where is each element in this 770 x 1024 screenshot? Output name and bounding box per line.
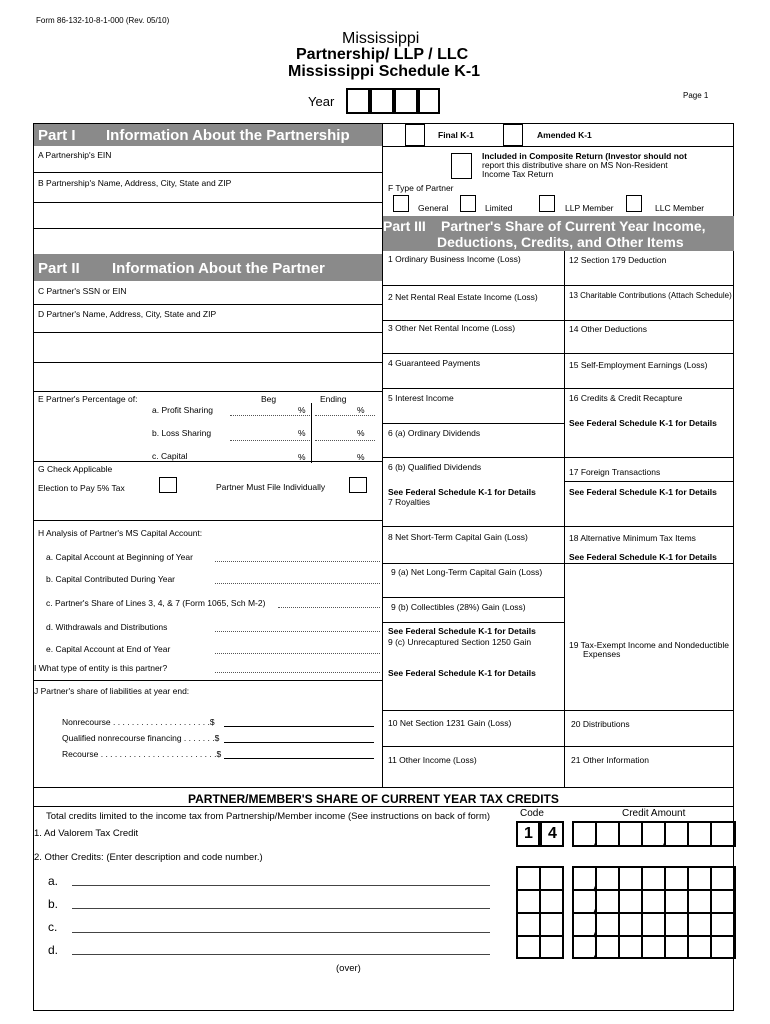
partner-name-label: D Partner's Name, Address, City, State and ZIP (38, 309, 217, 319)
see-federal-note: See Federal Schedule K-1 for Details (569, 552, 717, 562)
divider (34, 806, 733, 807)
amount-grid-lines (572, 866, 736, 959)
ad-valorem-amount-field[interactable] (572, 821, 736, 847)
must-file-label: Partner Must File Individually (216, 482, 326, 492)
entity-type-field[interactable] (215, 672, 380, 673)
composite-label-2: report this distributive share on MS Non-Resident (482, 160, 668, 170)
line-19-label: 19 Tax-Exempt Income and Nondeductible (569, 640, 730, 650)
credit-b-description-field[interactable] (72, 908, 490, 909)
capital-account-heading: H Analysis of Partner's MS Capital Account: (38, 528, 203, 538)
pct-sign: % (357, 428, 365, 438)
share-of-lines-field[interactable] (278, 607, 380, 608)
over-note: (over) (336, 963, 361, 974)
divider (382, 320, 733, 321)
capital-beginning-label: a. Capital Account at Beginning of Year (46, 552, 193, 562)
capital-beginning-field[interactable] (215, 561, 380, 562)
line-9a-label: 9 (a) Net Long-Term Capital Gain (Loss) (391, 567, 543, 577)
qualified-field[interactable] (224, 742, 374, 743)
liabilities-label: J Partner's share of liabilities at year end: (34, 686, 190, 696)
divider (382, 353, 733, 354)
nonrecourse-field[interactable] (224, 726, 374, 727)
other-credits-label: 2. Other Credits: (Enter description and code number.) (34, 852, 263, 863)
part3-title-2: Deductions, Credits, and Other Items (437, 234, 684, 250)
divider (382, 597, 564, 598)
partnership-ein-label: A Partnership's EIN (38, 150, 112, 160)
code-box[interactable]: 4 (540, 821, 564, 847)
must-file-checkbox[interactable] (349, 477, 367, 493)
year-label: Year (308, 94, 335, 109)
line-14-label: 14 Other Deductions (569, 324, 647, 334)
divider (382, 746, 733, 747)
form-subtitle: Mississippi Schedule K-1 (288, 63, 481, 80)
llc-member-label: LLC Member (655, 203, 705, 213)
profit-end-field[interactable] (315, 415, 375, 416)
credit-d-description-field[interactable] (72, 954, 490, 955)
part1-header (34, 124, 382, 146)
line-1-label: 1 Ordinary Business Income (Loss) (388, 254, 521, 264)
capital-label: c. Capital (152, 451, 188, 461)
divider (34, 680, 382, 681)
part3-label: Part III (383, 218, 426, 234)
divider (382, 146, 733, 147)
composite-label-3: Income Tax Return (482, 169, 554, 179)
credit-c-description-field[interactable] (72, 932, 490, 933)
line-17-label: 17 Foreign Transactions (569, 467, 661, 477)
ad-valorem-label: 1. Ad Valorem Tax Credit (34, 828, 139, 839)
line-9c-label: 9 (c) Unrecaptured Section 1250 Gain (388, 637, 532, 647)
credit-line-c-label: c. (48, 920, 58, 934)
other-credits-amount-grid[interactable] (572, 866, 736, 959)
final-k1-checkbox[interactable] (405, 124, 425, 146)
code-header: Code (520, 808, 544, 819)
divider (34, 304, 382, 305)
divider (34, 391, 382, 392)
amended-k1-checkbox[interactable] (503, 124, 523, 146)
credits-title: PARTNER/MEMBER'S SHARE OF CURRENT YEAR TAX CREDITS (188, 792, 559, 806)
part3-header (383, 216, 734, 251)
line-20-label: 20 Distributions (571, 719, 630, 729)
loss-end-field[interactable] (315, 440, 375, 441)
credit-a-description-field[interactable] (72, 885, 490, 886)
line-3-label: 3 Other Net Rental Income (Loss) (388, 323, 516, 333)
beg-label: Beg (261, 394, 277, 404)
partner-ssn-label: C Partner's SSN or EIN (38, 286, 127, 296)
nonrecourse-label: Nonrecourse . . . . . . . . . . . . . . . . . . . . .$ (62, 717, 215, 727)
divider (382, 526, 733, 527)
profit-beg-field[interactable] (230, 415, 310, 416)
see-federal-note: See Federal Schedule K-1 for Details (569, 418, 717, 428)
withdrawals-field[interactable] (215, 631, 380, 632)
line-2-label: 2 Net Rental Real Estate Income (Loss) (388, 292, 538, 302)
loss-sharing-label: b. Loss Sharing (152, 428, 212, 438)
ending-label: Ending (320, 394, 347, 404)
loss-beg-field[interactable] (230, 440, 310, 441)
amount-grid-lines (572, 821, 736, 847)
divider (34, 787, 733, 788)
line-12-label: 12 Section 179 Deduction (569, 255, 667, 265)
year-digit-box[interactable] (370, 88, 394, 114)
llp-member-label: LLP Member (565, 203, 614, 213)
llc-member-checkbox[interactable] (626, 195, 642, 212)
pct-sign: % (298, 405, 306, 415)
line-4-label: 4 Guaranteed Payments (388, 358, 481, 368)
composite-return-checkbox[interactable] (451, 153, 472, 179)
divider (34, 228, 382, 229)
divider (382, 622, 564, 623)
divider (382, 285, 733, 286)
partnership-name-label: B Partnership's Name, Address, City, State and ZIP (38, 178, 232, 188)
capital-contributed-field[interactable] (215, 583, 380, 584)
divider (382, 457, 733, 458)
partner-percentage-label: E Partner's Percentage of: (38, 394, 138, 404)
see-federal-note: See Federal Schedule K-1 for Details (388, 626, 536, 636)
part2-label: Part II (38, 260, 80, 277)
divider (382, 563, 733, 564)
line-16-label: 16 Credits & Credit Recapture (569, 393, 683, 403)
partner-type-label: F Type of Partner (388, 183, 454, 193)
line-5-label: 5 Interest Income (388, 393, 454, 403)
divider (382, 710, 733, 711)
profit-sharing-label: a. Profit Sharing (152, 405, 213, 415)
share-of-lines-label: c. Partner's Share of Lines 3, 4, & 7 (Form 1065, Sch M-2) (46, 598, 266, 608)
line-13-label: 13 Charitable Contributions (Attach Schedule) (569, 291, 732, 300)
line-6b-label: 6 (b) Qualified Dividends (388, 462, 482, 472)
divider (382, 388, 733, 389)
pct-sign: % (357, 405, 365, 415)
capital-end-field[interactable] (215, 653, 380, 654)
page-number: Page 1 (683, 91, 709, 100)
limited-checkbox[interactable] (460, 195, 476, 212)
composite-label-1: Included in Composite Return (Investor should not (482, 151, 687, 161)
divider (311, 403, 312, 463)
line-19-label-2: Expenses (583, 649, 621, 659)
credit-line-a-label: a. (48, 874, 59, 888)
state-name: Mississippi (342, 30, 420, 47)
general-checkbox[interactable] (393, 195, 409, 212)
election-checkbox[interactable] (159, 477, 177, 493)
line-18-label: 18 Alternative Minimum Tax Items (569, 533, 696, 543)
recourse-field[interactable] (224, 758, 374, 759)
code-grid-lines (516, 866, 564, 959)
divider (34, 332, 382, 333)
line-21-label: 21 Other Information (571, 755, 649, 765)
divider (34, 202, 382, 203)
see-federal-note: See Federal Schedule K-1 for Details (569, 487, 717, 497)
line-8-label: 8 Net Short-Term Capital Gain (Loss) (388, 532, 528, 542)
pct-sign: % (298, 428, 306, 438)
divider (382, 423, 564, 424)
llp-member-checkbox[interactable] (539, 195, 555, 212)
line-10-label: 10 Net Section 1231 Gain (Loss) (388, 718, 512, 728)
line-7-label: 7 Royalties (388, 497, 431, 507)
pct-sign: % (357, 452, 365, 462)
limited-label: Limited (485, 203, 513, 213)
line-6a-label: 6 (a) Ordinary Dividends (388, 428, 481, 438)
capital-end-label: e. Capital Account at End of Year (46, 644, 171, 654)
divider (34, 172, 382, 173)
form-title: Partnership/ LLP / LLC (296, 46, 469, 63)
part2-title: Information About the Partner (112, 260, 325, 277)
code-box[interactable]: 1 (516, 821, 540, 847)
recourse-label: Recourse . . . . . . . . . . . . . . . . . . . . . . . . .$ (62, 749, 222, 759)
capital-contributed-label: b. Capital Contributed During Year (46, 574, 175, 584)
year-digit-box[interactable] (394, 88, 418, 114)
credits-intro: Total credits limited to the income tax from Partnership/Member income (See instructions on back of form) (46, 811, 491, 822)
credit-line-b-label: b. (48, 897, 59, 911)
entity-type-label: I What type of entity is this partner? (34, 663, 168, 673)
line-15-label: 15 Self-Employment Earnings (Loss) (569, 360, 708, 370)
year-digit-box[interactable] (418, 88, 440, 114)
divider (34, 461, 382, 462)
check-applicable-label: G Check Applicable (38, 464, 113, 474)
final-k1-label: Final K-1 (438, 130, 474, 140)
credit-amount-header: Credit Amount (622, 808, 686, 819)
qualified-label: Qualified nonrecourse financing . . . . . . .$ (62, 733, 220, 743)
divider (34, 520, 382, 521)
line-11-label: 11 Other Income (Loss) (388, 755, 477, 765)
year-digit-box[interactable] (346, 88, 370, 114)
pct-sign: % (298, 452, 306, 462)
amended-k1-label: Amended K-1 (537, 130, 592, 140)
part3-title-1: Partner's Share of Current Year Income, (441, 218, 706, 234)
divider (564, 251, 565, 787)
withdrawals-label: d. Withdrawals and Distributions (46, 622, 168, 632)
part1-title: Information About the Partnership (106, 127, 350, 144)
see-federal-note: See Federal Schedule K-1 for Details (388, 668, 536, 678)
see-federal-note: See Federal Schedule K-1 for Details (388, 487, 536, 497)
line-9b-label: 9 (b) Collectibles (28%) Gain (Loss) (391, 602, 526, 612)
divider (564, 481, 733, 482)
divider (34, 362, 382, 363)
credit-line-d-label: d. (48, 943, 59, 957)
general-label: General (418, 203, 449, 213)
code-grid[interactable] (516, 866, 564, 959)
election-label: Election to Pay 5% Tax (38, 483, 125, 493)
part2-header (34, 254, 382, 281)
form-number: Form 86-132-10-8-1-000 (Rev. 05/10) (36, 16, 170, 25)
part1-label: Part I (38, 127, 76, 144)
